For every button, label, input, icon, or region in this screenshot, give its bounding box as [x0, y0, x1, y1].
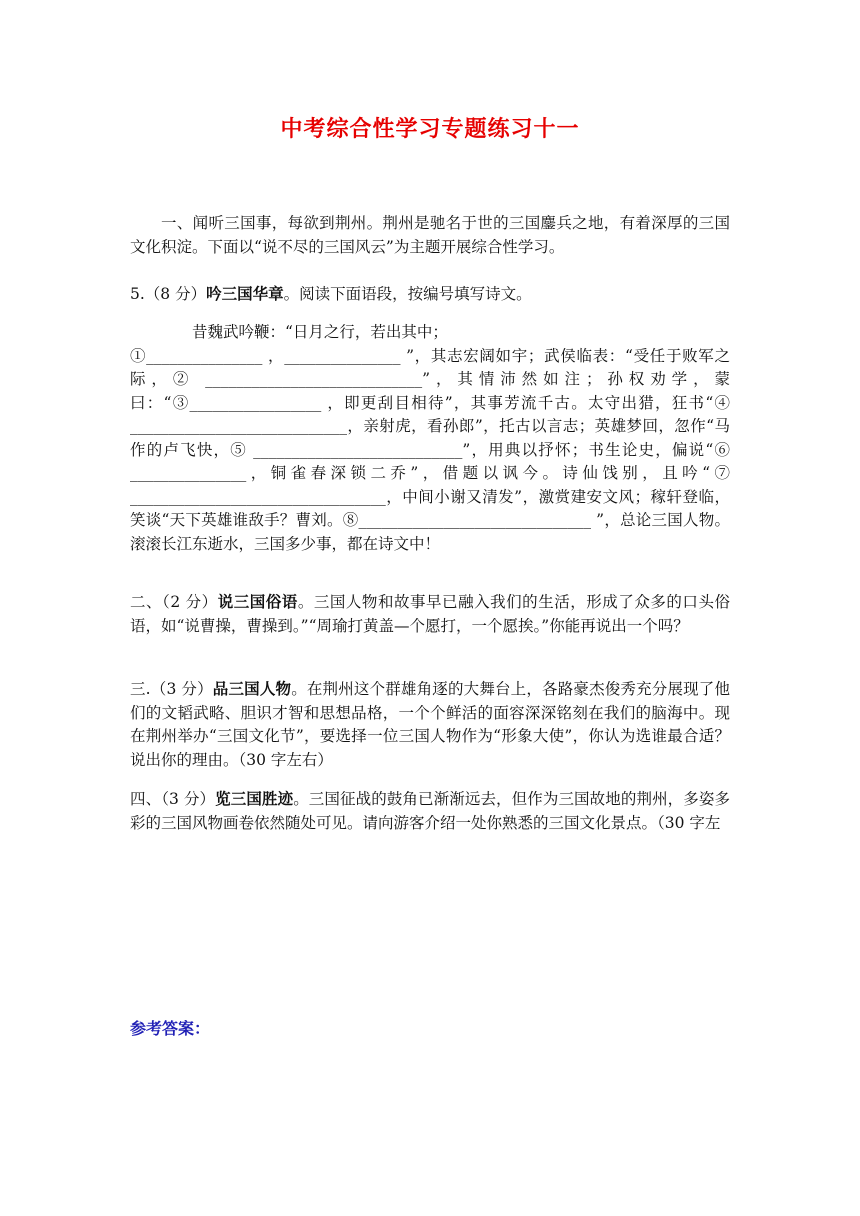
- intro-section: [130, 212, 730, 259]
- question-4-paragraph: [130, 787, 730, 835]
- question-5-text: 。阅读下面语段，按编号填写诗文。: [283, 285, 532, 303]
- question-4-number: 四、（3 分）: [130, 790, 216, 808]
- question-3-number: 三.（3 分）: [130, 680, 213, 698]
- poem-passage: [130, 321, 730, 556]
- question-4-heading: 览三国胜迹: [215, 789, 294, 808]
- question-2-heading: 说三国俗语: [217, 592, 298, 611]
- question-4-text: 。三国征战的鼓角已渐渐远去，但作为三国故地的荆州，多姿多彩的三国风物画卷依然随处可见。请向游客介绍一处你熟悉的三国文化景点。（30 字左: [130, 790, 730, 832]
- question-2-text: 。三国人物和故事早已融入我们的生活，形成了众多的口头俗语，如“说曹操，曹操到。”“周瑜打黄盖—个愿打，一个愿挨。”你能再说出一个吗？: [130, 593, 730, 635]
- question-2: [130, 590, 730, 638]
- question-3-paragraph: [130, 677, 730, 772]
- poem-body: ①_______________ ，_______________ ”，其志宏阔如宇；武侯临表：“受任于败军之际，② ____________________________”，其情沛然如注；孙权劝学，蒙曰：“③_________________ ，即更刮目相待”，其事芳流千古。太守出猎，狂书“④ ____________________________，亲射虎，看孙郎”，托古以言志；英雄梦回，忽作“马作的卢飞快，⑤ ___________________________”，用典以抒怀；书生论史，偏说“⑥ _______________，铜雀春深锁二乔”，借题以讽今。诗仙饯别，且吟“⑦ _________________________________，中间小谢又清发”，激赏建安文风；稼轩登临，笑谈“天下英雄谁敌手？曹刘。⑧______________________________ ”，总论三国人物。滚滚长江东逝水，三国多少事，都在诗文中！: [130, 346, 730, 553]
- question-3-text: 。在荆州这个群雄角逐的大舞台上，各路豪杰俊秀充分展现了他们的文韬武略、胆识才智和思想品格，一个个鲜活的面容深深铭刻在我们的脑海中。现在荆州举办“三国文化节”，要选择一位三国人物作为“形象大使”，你认为选谁最合适？说出你的理由。（30 字左右）: [130, 680, 730, 769]
- question-2-paragraph: [130, 590, 730, 638]
- intro-paragraph: 一、闻听三国事，每欲到荆州。荆州是驰名于世的三国鏖兵之地，有着深厚的三国文化积淀。下面以“说不尽的三国风云”为主题开展综合性学习。: [130, 214, 730, 256]
- question-3: [130, 677, 730, 772]
- question-5-number: 5.（8 分）: [130, 285, 207, 303]
- poem-first-line: 昔魏武吟鞭：“日月之行，若出其中；: [192, 323, 448, 341]
- question-3-heading: 品三国人物: [212, 679, 292, 698]
- question-5-heading: 吟三国华章: [206, 284, 284, 303]
- question-5-prompt: [130, 282, 730, 307]
- question-5: [130, 282, 730, 307]
- document-title: 中考综合性学习专题练习十一: [280, 117, 580, 142]
- question-4: [130, 787, 730, 835]
- answer-key-label: 参考答案：: [130, 1019, 211, 1038]
- question-2-number: 二、（2 分）: [130, 593, 218, 611]
